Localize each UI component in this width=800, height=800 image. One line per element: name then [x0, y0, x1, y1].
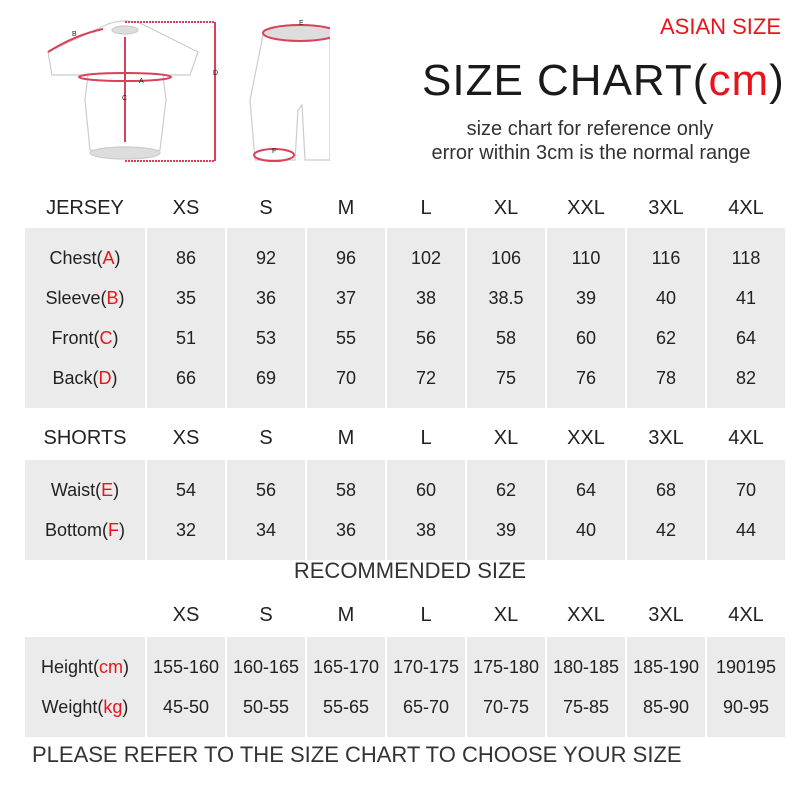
row-name: Height — [40, 656, 94, 677]
table-padding — [707, 727, 785, 737]
table-padding — [307, 637, 385, 647]
row-label — [25, 238, 145, 278]
table-padding — [227, 398, 305, 408]
table-padding — [387, 637, 465, 647]
table-cell: 34 — [227, 510, 305, 550]
table-cell: 39 — [467, 510, 545, 550]
footer-note: PLEASE REFER TO THE SIZE CHART TO CHOOSE YOUR SIZE — [32, 742, 682, 767]
label-a: A — [139, 78, 144, 85]
table-cell: 62 — [467, 470, 545, 510]
table-cell: 185-190 — [627, 647, 705, 687]
table-padding — [467, 460, 545, 470]
table-padding — [147, 637, 225, 647]
size-header: 3XL — [648, 604, 684, 626]
table-cell: 58 — [307, 470, 385, 510]
table-cell: 38 — [387, 510, 465, 550]
size-header: L — [420, 604, 432, 626]
table-cell: 38 — [387, 278, 465, 318]
table-padding — [627, 727, 705, 737]
size-header: XXL — [567, 427, 605, 449]
size-header: L — [420, 197, 432, 219]
table-cell: 118 — [707, 238, 785, 278]
row-code: F — [108, 519, 120, 540]
table-padding — [547, 398, 625, 408]
paren: ( — [96, 247, 103, 268]
row-label — [25, 687, 145, 727]
table-cell: 165-170 — [307, 647, 385, 687]
table-cell: 32 — [147, 510, 225, 550]
table-padding — [307, 398, 385, 408]
label-d: D — [213, 70, 219, 77]
table-cell: 41 — [707, 278, 785, 318]
label-e: E — [299, 20, 304, 27]
table-padding — [387, 727, 465, 737]
table-cell: 70 — [707, 470, 785, 510]
title-unit: cm — [708, 56, 770, 105]
table-cell: 45-50 — [147, 687, 225, 727]
table-padding — [227, 637, 305, 647]
table-cell: 36 — [227, 278, 305, 318]
row-code: A — [102, 247, 115, 268]
table-cell: 75 — [467, 358, 545, 398]
size-header: XL — [493, 604, 519, 626]
table-padding — [547, 460, 625, 470]
table-cell: 72 — [387, 358, 465, 398]
table-cell: 55-65 — [307, 687, 385, 727]
table-cell: 35 — [147, 278, 225, 318]
table-cell: 54 — [147, 470, 225, 510]
table-padding — [387, 398, 465, 408]
jersey-table — [25, 228, 785, 408]
size-header: S — [259, 427, 273, 449]
recommended-header — [25, 604, 785, 627]
table-padding — [387, 460, 465, 470]
table-label: JERSEY — [46, 197, 124, 219]
paren: ) — [118, 287, 125, 308]
table-padding — [25, 727, 145, 737]
paren: ( — [92, 367, 99, 388]
table-cell: 66 — [147, 358, 225, 398]
paren: ( — [93, 656, 100, 677]
size-header: L — [420, 427, 432, 449]
table-cell: 55 — [307, 318, 385, 358]
table-cell: 62 — [627, 318, 705, 358]
subtitle-line-2: error within 3cm is the normal range — [431, 142, 751, 164]
table-padding — [227, 727, 305, 737]
table-cell: 39 — [547, 278, 625, 318]
row-code: cm — [99, 656, 124, 677]
row-name: Sleeve — [45, 287, 101, 308]
table-padding — [147, 727, 225, 737]
table-cell: 76 — [547, 358, 625, 398]
table-cell: 42 — [627, 510, 705, 550]
table-cell: 160-165 — [227, 647, 305, 687]
table-padding — [547, 228, 625, 238]
table-cell: 180-185 — [547, 647, 625, 687]
table-cell: 175-180 — [467, 647, 545, 687]
table-padding — [147, 460, 225, 470]
table-cell: 56 — [387, 318, 465, 358]
row-name: Chest — [49, 247, 97, 268]
table-padding — [467, 398, 545, 408]
paren: ) — [111, 367, 118, 388]
size-header: 4XL — [728, 197, 764, 219]
size-header: XL — [493, 427, 519, 449]
table-padding — [547, 637, 625, 647]
table-padding — [227, 460, 305, 470]
row-code: E — [101, 479, 114, 500]
page-title — [422, 56, 785, 106]
row-label — [25, 647, 145, 687]
table-padding — [467, 727, 545, 737]
asian-size-badge: ASIAN SIZE — [660, 14, 782, 39]
size-header: XL — [493, 197, 519, 219]
size-header: 4XL — [728, 604, 764, 626]
table-cell: 70 — [307, 358, 385, 398]
table-cell: 40 — [627, 278, 705, 318]
size-header: XXL — [567, 197, 605, 219]
table-cell: 85-90 — [627, 687, 705, 727]
table-cell: 86 — [147, 238, 225, 278]
table-padding — [25, 228, 145, 238]
table-cell: 51 — [147, 318, 225, 358]
table-cell: 190195 — [707, 647, 785, 687]
table-padding — [25, 398, 145, 408]
row-code: B — [106, 287, 119, 308]
row-code: C — [99, 327, 113, 348]
title-text: SIZE CHART( — [422, 56, 709, 105]
table-cell: 68 — [627, 470, 705, 510]
table-padding — [707, 637, 785, 647]
table-padding — [627, 398, 705, 408]
size-header: 4XL — [728, 427, 764, 449]
row-label — [25, 358, 145, 398]
table-cell: 70-75 — [467, 687, 545, 727]
title-close: ) — [769, 56, 785, 105]
table-cell: 170-175 — [387, 647, 465, 687]
table-padding — [147, 228, 225, 238]
paren: ) — [114, 247, 121, 268]
table-padding — [25, 637, 145, 647]
size-header: M — [337, 427, 355, 449]
table-cell: 58 — [467, 318, 545, 358]
table-cell: 37 — [307, 278, 385, 318]
table-padding — [307, 228, 385, 238]
table-padding — [547, 727, 625, 737]
row-code: kg — [103, 696, 123, 717]
table-cell: 60 — [387, 470, 465, 510]
garment-diagram — [0, 0, 330, 180]
paren: ( — [97, 696, 104, 717]
size-header: 3XL — [648, 427, 684, 449]
size-header: XS — [172, 427, 200, 449]
paren: ) — [112, 327, 119, 348]
table-padding — [307, 460, 385, 470]
row-name: Back — [52, 367, 93, 388]
row-name: Waist — [50, 479, 96, 500]
table-padding — [227, 228, 305, 238]
table-padding — [707, 460, 785, 470]
paren: ( — [102, 519, 109, 540]
table-cell: 65-70 — [387, 687, 465, 727]
size-header: XXL — [567, 604, 605, 626]
table-padding — [707, 228, 785, 238]
paren: ) — [122, 696, 129, 717]
table-cell: 96 — [307, 238, 385, 278]
size-header: M — [337, 197, 355, 219]
table-cell: 56 — [227, 470, 305, 510]
table-cell: 44 — [707, 510, 785, 550]
subtitle-line-1: size chart for reference only — [466, 118, 714, 140]
table-padding — [627, 637, 705, 647]
table-padding — [627, 460, 705, 470]
paren: ) — [113, 479, 120, 500]
recommended-size-title: RECOMMENDED SIZE — [293, 558, 527, 583]
row-name: Weight — [41, 696, 98, 717]
table-cell: 69 — [227, 358, 305, 398]
size-header: XS — [172, 604, 200, 626]
row-code: D — [98, 367, 112, 388]
size-header: S — [259, 197, 273, 219]
paren: ( — [93, 327, 100, 348]
paren: ) — [119, 519, 126, 540]
table-cell: 78 — [627, 358, 705, 398]
recommended-table — [25, 637, 785, 737]
shorts-table — [25, 460, 785, 560]
table-cell: 82 — [707, 358, 785, 398]
table-cell: 102 — [387, 238, 465, 278]
table-padding — [467, 637, 545, 647]
table-cell: 75-85 — [547, 687, 625, 727]
row-label — [25, 470, 145, 510]
table-cell: 106 — [467, 238, 545, 278]
table-padding — [387, 228, 465, 238]
table-cell: 90-95 — [707, 687, 785, 727]
table-padding — [627, 228, 705, 238]
row-label — [25, 318, 145, 358]
table-padding — [467, 228, 545, 238]
table-cell: 40 — [547, 510, 625, 550]
table-cell: 110 — [547, 238, 625, 278]
size-header: XS — [172, 197, 200, 219]
table-cell: 53 — [227, 318, 305, 358]
table-padding — [25, 460, 145, 470]
table-cell: 155-160 — [147, 647, 225, 687]
shorts-header — [25, 427, 785, 450]
label-c: C — [122, 95, 128, 102]
paren: ( — [100, 287, 107, 308]
table-cell: 64 — [707, 318, 785, 358]
label-b: B — [72, 31, 77, 38]
paren: ) — [123, 656, 130, 677]
table-cell: 116 — [627, 238, 705, 278]
table-cell: 92 — [227, 238, 305, 278]
row-name: Bottom — [44, 519, 103, 540]
row-name: Front — [51, 327, 94, 348]
size-header: 3XL — [648, 197, 684, 219]
table-padding — [707, 398, 785, 408]
size-header: M — [337, 604, 355, 626]
shorts-illustration — [250, 25, 330, 161]
table-label — [25, 604, 145, 627]
paren: ( — [95, 479, 102, 500]
row-label — [25, 278, 145, 318]
jersey-illustration — [48, 21, 198, 159]
table-padding — [147, 398, 225, 408]
table-cell: 36 — [307, 510, 385, 550]
size-header: S — [259, 604, 273, 626]
table-cell: 50-55 — [227, 687, 305, 727]
table-cell: 60 — [547, 318, 625, 358]
table-cell: 64 — [547, 470, 625, 510]
table-padding — [307, 727, 385, 737]
table-cell: 38.5 — [467, 278, 545, 318]
label-f: F — [272, 148, 277, 155]
row-label — [25, 510, 145, 550]
jersey-header — [25, 197, 785, 220]
table-label: SHORTS — [43, 427, 127, 449]
